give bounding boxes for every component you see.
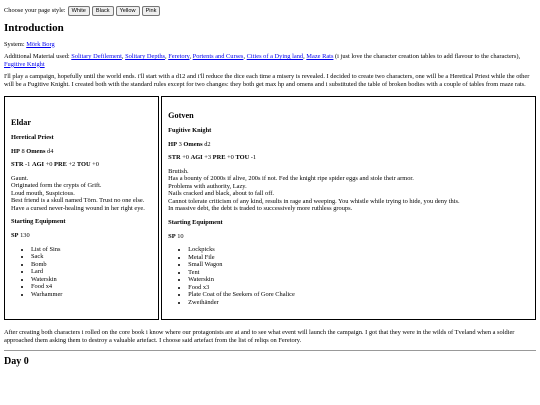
link-mork-borg[interactable]: Mörk Borg	[26, 40, 55, 48]
intro-heading: Introduction	[4, 21, 64, 34]
style-white-button[interactable]: White	[68, 6, 90, 16]
day-0-heading: Day 0	[4, 355, 29, 367]
equipment-heading: Starting Equipment	[168, 219, 223, 226]
abilities-line: STR -1 AGI +0 PRE +2 TOU +0	[11, 161, 99, 169]
section-divider	[4, 350, 536, 351]
after-creation-paragraph: After creating both characters i rolled on the core book i know where our protagonists are at and to see what event will launch the campaign. I got that they were in the wilds of Tveland when a soldier approached them asking them to destroy a valuable artefact. I choose said artefact from the list of reliqs on Feretory.	[4, 329, 515, 344]
additional-note: (i just love the character creation tables to add flavour to the characters),	[333, 53, 521, 61]
list-item: • Tent	[188, 269, 529, 277]
list-item: • Metal File	[188, 254, 529, 262]
list-item: • Sack	[31, 253, 152, 261]
link-feretory[interactable]: Feretory	[168, 53, 190, 61]
character-class: Heretical Priest	[11, 134, 54, 142]
list-item: • Small Wagon	[188, 261, 529, 269]
link-fugitive-knight[interactable]: Fugitive Knight	[4, 60, 45, 68]
additional-label: Additional Material used:	[4, 53, 72, 61]
intro-paragraph: I'll play a campaign, hopefully until the world ends. i'll start with a d12 and i'll reduce the dice each time a misery is revealed. I decided to create two characters, one will be a Heretical Priest while the other will be a Fugitive Knight. I created both with the standard rules except for two changes: they both get max hp and omens and i substituted the table of broken bodies with a couple of tables from maze rats.	[4, 73, 530, 88]
style-black-button[interactable]: Black	[92, 6, 114, 16]
list-item: • Lockpicks	[188, 246, 529, 254]
list-item: • Zweihänder	[188, 299, 529, 307]
list-item: • Waterskin	[188, 276, 529, 284]
character-card-gotven	[161, 96, 536, 320]
list-item: • Waterskin	[31, 276, 152, 284]
list-item: • Food x3	[188, 284, 529, 292]
hp-omens-line: HP 3 Omens d2	[168, 140, 211, 148]
hp-omens-line: HP 8 Omens d4	[11, 147, 54, 155]
link-solitary-depths[interactable]: Solitary Depths	[125, 53, 166, 61]
style-pink-button[interactable]: Pink	[142, 6, 161, 16]
link-portents-and-curses[interactable]: Portents and Curses	[192, 53, 244, 61]
style-switcher	[4, 6, 536, 16]
system-label: System:	[4, 40, 27, 48]
character-cards	[4, 96, 536, 320]
character-card-eldar	[4, 96, 159, 320]
character-name: Gotven	[168, 111, 194, 121]
equipment-list	[11, 246, 152, 299]
list-item: • Bomb	[31, 261, 152, 269]
list-item: • Lard	[31, 268, 152, 276]
style-yellow-button[interactable]: Yellow	[116, 6, 140, 16]
list-item: • Food x4	[31, 283, 152, 291]
equipment-list	[168, 246, 529, 306]
link-cities-of-a-dying-land[interactable]: Cities of a Dying land	[246, 53, 304, 61]
equipment-heading: Starting Equipment	[11, 218, 66, 226]
silver-line: SP 130	[11, 232, 30, 239]
character-name: Eldar	[11, 118, 32, 128]
link-solitary-defilement[interactable]: Solitary Defilement	[71, 53, 122, 61]
style-switcher-label: Choose your page style:	[4, 7, 66, 15]
list-item: • Warhammer	[31, 291, 152, 299]
system-line	[4, 41, 536, 49]
character-description: Brutish. Has a bounty of 2000s if alive, 200s if not. Fed the knight ripe spider eggs and stole their armor. Problems with authority, Lazy. Nails cracked and black, about to fall off. Cannot tolerate criticism of any kind, results in rage and weeping. You whistle while trying to hide, you deny this. In massive debt, the debt is traded to successively more ruthless groups.	[168, 167, 460, 213]
abilities-line: STR +0 AGI +3 PRE +0 TOU -1	[168, 154, 257, 162]
list-item: • Plate Coat of the Seekers of Gore Chalice	[188, 291, 529, 299]
character-description: Gaunt. Originated form the crypts of Grift. Loud mouth, Suspicious. Best friend is a skull named Törn. Trust no one else. Have a cursed never-healing wound in her right eye.	[11, 174, 145, 212]
additional-material-line: Additional Material used: Solitary Defilement, Solitary Depths, Feretory, Portents and Curses, Cities of a Dying land, Maze Rats (i just love the character creation tables to add flavour to the characters), Fugitive Knight	[4, 53, 521, 68]
silver-line: SP 10	[168, 232, 184, 240]
link-maze-rats[interactable]: Maze Rats	[306, 53, 334, 61]
character-class: Fugitive Knight	[168, 127, 212, 135]
list-item: • List of Sins	[31, 246, 152, 254]
